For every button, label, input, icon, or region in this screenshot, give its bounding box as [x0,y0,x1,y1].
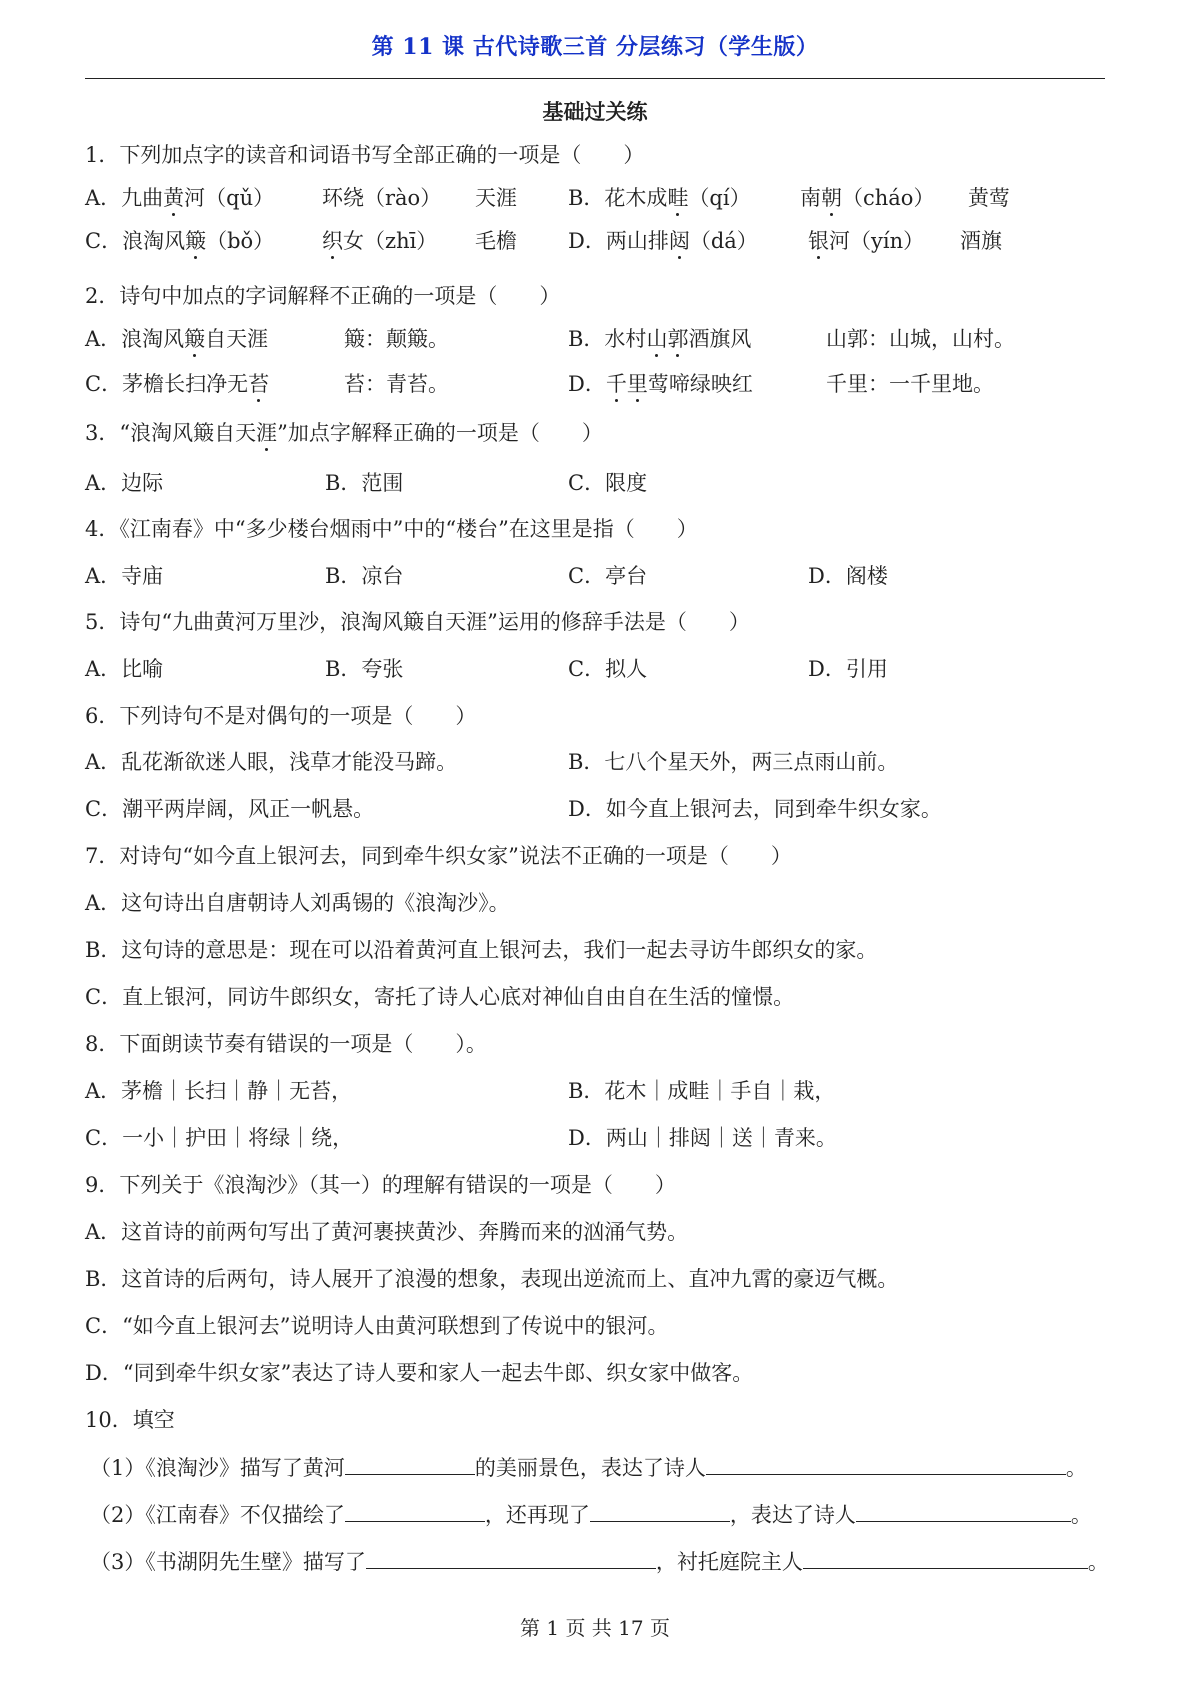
question-5-stem: 5．诗句“九曲黄河万里沙，浪淘风簸自天涯”运用的修辞手法是（ ） [85,610,750,634]
q10-sub1-end: 。 [1065,1456,1087,1480]
q6-option-a: A．乱花渐欲迷人眼，浅草才能没马蹄。 [85,750,458,774]
q1-option-d-word3: 酒旗 [960,229,1002,253]
q6-option-b: B．七八个星天外，两三点雨山前。 [568,750,899,774]
q8-option-c: C．一小｜护田｜将绿｜绕， [85,1126,354,1150]
q9-option-d: D．“同到牵牛织女家”表达了诗人要和家人一起去牛郎、织女家中做客。 [85,1361,754,1385]
q2-option-d-gloss: 千里：一千里地。 [826,372,994,396]
q10-sub3-text1: （3）《书湖阴先生壁》描写了 [90,1550,366,1574]
question-10-stem: 10．填空 [85,1408,175,1432]
q10-sub2-blank3[interactable] [856,1499,1071,1522]
q10-sub2-blank2[interactable] [590,1499,730,1522]
q10-sub3-blank2[interactable] [803,1546,1088,1569]
q10-sub1-blank1[interactable] [345,1452,475,1475]
q6-option-c: C．潮平两岸阔，风正一帆悬。 [85,797,375,821]
q3-option-a: A．边际 [85,471,164,495]
q10-sub3-end: 。 [1087,1550,1109,1574]
q6-option-d: D．如今直上银河去，同到牵牛织女家。 [568,797,942,821]
q10-sub2 [90,1499,1092,1530]
q9-option-c: C．“如今直上银河去”说明诗人由黄河联想到了传说中的银河。 [85,1314,669,1338]
q2-option-c-text: C．茅檐长扫净无苔 [85,369,269,399]
q10-sub2-end: 。 [1070,1503,1092,1527]
q10-sub3 [90,1546,1109,1577]
q1-option-b-word1: B．花木成畦（qí） [568,183,751,213]
q5-option-d: D．引用 [808,657,888,681]
question-8-stem: 8．下面朗读节奏有错误的一项是（ ）。 [85,1032,487,1056]
q10-sub2-blank1[interactable] [345,1499,485,1522]
q7-option-c: C．直上银河，同访牛郎织女，寄托了诗人心底对神仙自由自在生活的憧憬。 [85,985,795,1009]
q2-option-a-text: A．浪淘风簸自天涯 [85,324,268,354]
q10-sub2-text1: （2）《江南春》不仅描绘了 [90,1503,345,1527]
q10-sub3-blank1[interactable] [366,1546,656,1569]
q2-option-c-gloss: 苔：青苔。 [344,372,449,396]
q1-option-a-word1: A．九曲黄河（qǔ） [85,183,274,213]
q1-option-c-word2: 织女（zhī） [322,226,437,256]
q4-option-b: B．凉台 [325,564,404,588]
q4-option-d: D．阁楼 [808,564,888,588]
q1-option-b-word3: 黄莺 [968,186,1010,210]
q1-option-c-word1: C．浪淘风簸（bǒ） [85,226,274,256]
q5-option-a: A．比喻 [85,657,164,681]
question-4-stem: 4．《江南春》中“多少楼台烟雨中”中的“楼台”在这里是指（ ） [85,517,698,541]
q10-sub3-text2: ，衬托庭院主人 [655,1550,803,1574]
q3-option-b: B．范围 [325,471,404,495]
q8-option-d: D．两山｜排闼｜送｜青来。 [568,1126,837,1150]
q8-option-b: B．花木｜成畦｜手自｜栽， [568,1079,836,1103]
question-6-stem: 6．下列诗句不是对偶句的一项是（ ） [85,704,477,728]
q10-sub1-text1: （1）《浪淘沙》描写了黄河 [90,1456,345,1480]
q9-option-a: A．这首诗的前两句写出了黄河裹挟黄沙、奔腾而来的汹涌气势。 [85,1220,689,1244]
q10-sub2-text3: ，表达了诗人 [729,1503,856,1527]
question-7-stem: 7．对诗句“如今直上银河去，同到牵牛织女家”说法不正确的一项是（ ） [85,844,792,868]
q7-option-a: A．这句诗出自唐朝诗人刘禹锡的《浪淘沙》。 [85,891,510,915]
q10-sub1-blank2[interactable] [706,1452,1066,1475]
q2-option-a-gloss: 簸：颠簸。 [344,327,449,351]
document-title: 第 11 课 古代诗歌三首 分层练习（学生版） [371,34,819,60]
question-2-stem: 2．诗句中加点的字词解释不正确的一项是（ ） [85,284,561,308]
section-title: 基础过关练 [542,99,648,124]
q1-option-d-word2: 银河（yín） [808,226,924,256]
q3-option-c: C．限度 [568,471,648,495]
q5-option-c: C．拟人 [568,657,648,681]
question-9-stem: 9．下列关于《浪淘沙》（其一）的理解有错误的一项是（ ） [85,1173,676,1197]
q1-option-a-word3: 天涯 [475,186,517,210]
header-divider [85,78,1105,79]
q7-option-b: B．这句诗的意思是：现在可以沿着黄河直上银河去，我们一起去寻访牛郎织女的家。 [85,938,878,962]
q4-option-c: C．亭台 [568,564,648,588]
q10-sub1 [90,1452,1087,1483]
question-1-stem: 1．下列加点字的读音和词语书写全部正确的一项是（ ） [85,143,645,167]
q4-option-a: A．寺庙 [85,564,164,588]
q2-option-b-gloss: 山郭：山城，山村。 [826,327,1015,351]
q5-option-b: B．夸张 [325,657,404,681]
q8-option-a: A．茅檐｜长扫｜静｜无苔， [85,1079,353,1103]
q1-option-a-word2: 环绕（rào） [322,186,442,210]
q1-option-c-word3: 毛檐 [475,229,517,253]
page-footer: 第 1 页 共 17 页 [520,1616,670,1640]
question-3-stem: 3．“浪淘风簸自天涯”加点字解释正确的一项是（ ） [85,418,603,448]
q10-sub1-text2: 的美丽景色，表达了诗人 [474,1456,706,1480]
q10-sub2-text2: ，还再现了 [484,1503,590,1527]
q2-option-d-text: D．千里莺啼绿映红 [568,369,753,399]
q1-option-b-word2: 南朝（cháo） [800,183,934,213]
q2-option-b-text: B．水村山郭酒旗风 [568,324,751,354]
q1-option-d-word1: D．两山排闼（dá） [568,226,758,256]
q9-option-b: B．这首诗的后两句，诗人展开了浪漫的想象，表现出逆流而上、直冲九霄的豪迈气概。 [85,1267,899,1291]
